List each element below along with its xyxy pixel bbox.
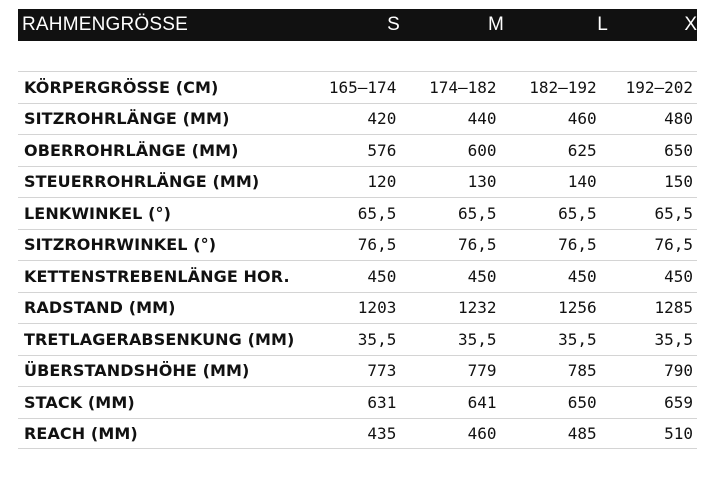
- table-row: [18, 292, 697, 324]
- cell-value: 65,5: [457, 203, 497, 223]
- row-label: SITZROHRWINKEL (°): [24, 235, 217, 255]
- cell-value: 192–202: [625, 77, 693, 97]
- cell-value: 480: [664, 109, 693, 129]
- cell-value: 485: [567, 423, 597, 443]
- header-label: RAHMENGRÖSSE: [22, 14, 189, 35]
- cell-value: 650: [664, 140, 693, 160]
- cell-value: 174–182: [429, 77, 497, 97]
- row-label: LENKWINKEL (°): [24, 203, 172, 223]
- cell-value: 140: [567, 172, 597, 192]
- cell-value: 450: [664, 266, 693, 286]
- row-label: SITZROHRLÄNGE (MM): [24, 109, 230, 129]
- table-row: [18, 323, 697, 355]
- row-label: OBERROHRLÄNGE (MM): [24, 140, 239, 160]
- cell-value: 785: [567, 361, 597, 381]
- cell-value: 1285: [654, 298, 693, 318]
- cell-value: 65,5: [357, 203, 397, 223]
- row-label: STEUERROHRLÄNGE (MM): [24, 172, 260, 192]
- table-row: [18, 260, 697, 292]
- geometry-table: [18, 71, 697, 449]
- cell-value: 460: [467, 423, 497, 443]
- cell-value: 576: [367, 140, 397, 160]
- cell-value: 76,5: [558, 235, 597, 255]
- table-row: [18, 386, 697, 418]
- cell-value: 76,5: [457, 235, 497, 255]
- cell-value: 779: [467, 361, 497, 381]
- cell-value: 65,5: [654, 203, 693, 223]
- cell-value: 450: [367, 266, 397, 286]
- cell-value: 450: [467, 266, 497, 286]
- row-label: STACK (MM): [24, 392, 135, 412]
- row-label: KÖRPERGRÖSSE (CM): [24, 77, 219, 97]
- cell-value: 450: [567, 266, 597, 286]
- row-label: REACH (MM): [24, 423, 138, 443]
- cell-value: 150: [664, 172, 693, 192]
- cell-value: 641: [467, 392, 497, 412]
- cell-value: 510: [664, 423, 693, 443]
- cell-value: 120: [367, 172, 397, 192]
- table-row: [18, 134, 697, 166]
- cell-value: 1232: [457, 298, 497, 318]
- cell-value: 35,5: [357, 329, 397, 349]
- header-size-s: S: [387, 14, 400, 35]
- table-row: [18, 229, 697, 261]
- row-label: KETTENSTREBENLÄNGE HOR.: [24, 266, 290, 286]
- cell-value: 35,5: [457, 329, 497, 349]
- cell-value: 182–192: [529, 77, 597, 97]
- cell-value: 773: [367, 361, 397, 381]
- table-row: [18, 166, 697, 198]
- cell-value: 659: [664, 392, 693, 412]
- table-row: [18, 197, 697, 229]
- cell-value: 35,5: [654, 329, 693, 349]
- table-row: [18, 418, 697, 450]
- table-header: [18, 9, 708, 41]
- table-row: [18, 71, 697, 103]
- table-row: [18, 103, 697, 135]
- row-label: RADSTAND (MM): [24, 298, 176, 318]
- row-label: TRETLAGERABSENKUNG (MM): [24, 329, 295, 349]
- cell-value: 631: [367, 392, 397, 412]
- header-size-m: M: [487, 14, 504, 35]
- cell-value: 1203: [357, 298, 397, 318]
- cell-value: 165–174: [328, 77, 397, 97]
- cell-value: 1256: [558, 298, 597, 318]
- cell-value: 600: [467, 140, 497, 160]
- cell-value: 460: [567, 109, 597, 129]
- cell-value: 440: [467, 109, 497, 129]
- header-size-l: L: [597, 14, 608, 35]
- cell-value: 65,5: [558, 203, 597, 223]
- cell-value: 76,5: [654, 235, 693, 255]
- table-row: [18, 355, 697, 387]
- cell-value: 435: [367, 423, 397, 443]
- cell-value: 650: [567, 392, 597, 412]
- cell-value: 35,5: [558, 329, 597, 349]
- cell-value: 130: [467, 172, 497, 192]
- cell-value: 625: [567, 140, 597, 160]
- cell-value: 76,5: [357, 235, 397, 255]
- header-size-xl: XL: [684, 14, 708, 35]
- cell-value: 420: [367, 109, 397, 129]
- row-label: ÜBERSTANDSHÖHE (MM): [24, 361, 250, 381]
- cell-value: 790: [664, 361, 693, 381]
